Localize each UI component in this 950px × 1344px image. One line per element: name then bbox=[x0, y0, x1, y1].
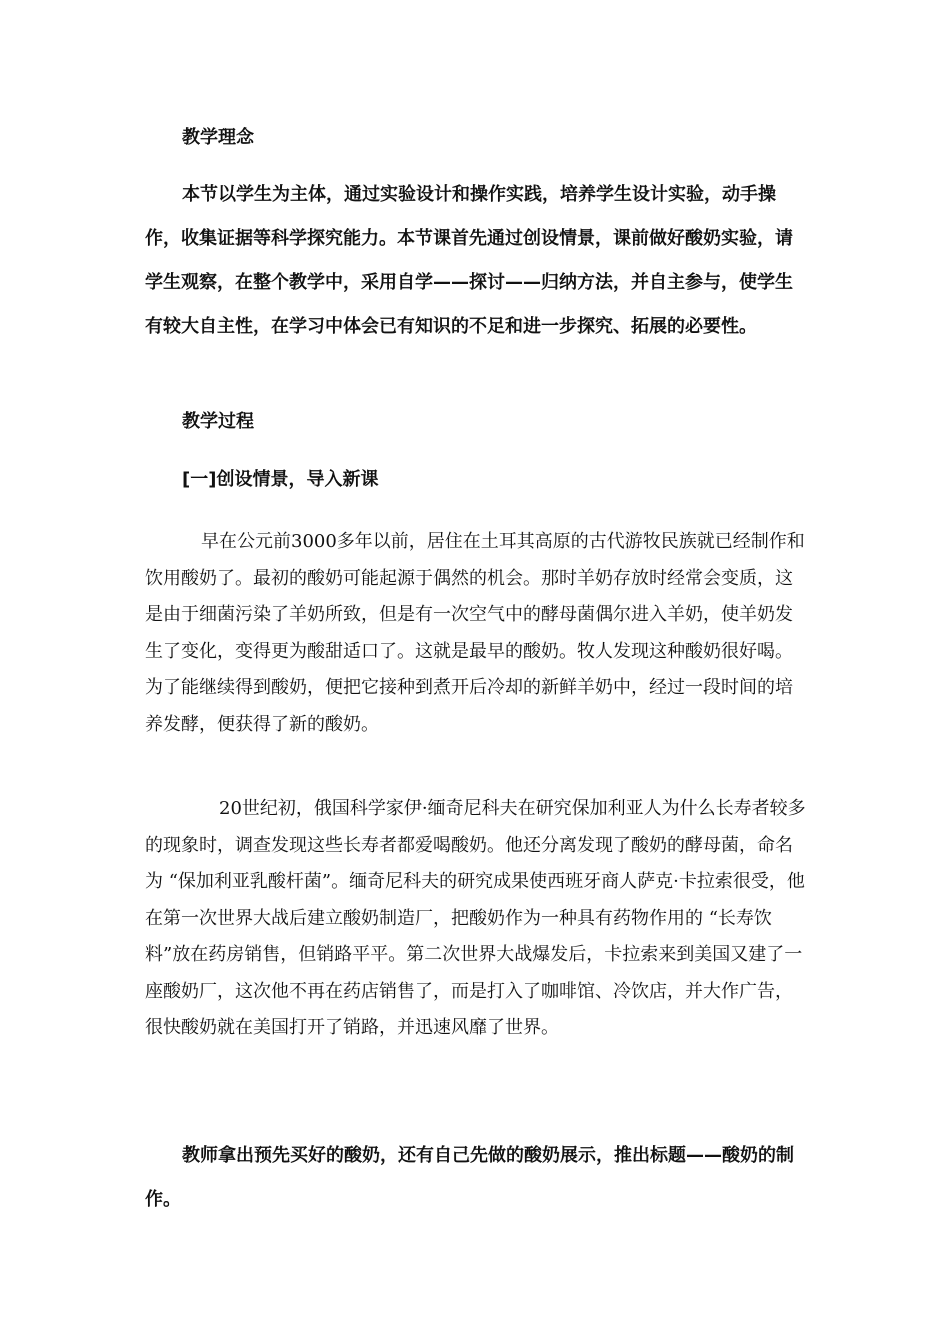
paragraph-concept: 本节以学生为主体，通过实验设计和操作实践，培养学生设计实验，动手操作，收集证据等科学探究能力。本节课首先通过创设情景，课前做好酸奶实验，请学生观察，在整个教学中，采用自学——探讨——归纳方法，并自主参与，使学生有较大自主性，在学习中体会已有知识的不足和进一步探究、拓展的必要性。 bbox=[145, 184, 793, 337]
paragraph-history-2: 20世纪初，俄国科学家伊·缅奇尼科夫在研究保加利亚人为什么长寿者较多的现象时，调查发现这些长寿者都爱喝酸奶。他还分离发现了酸奶的酵母菌，命名为 “保加利亚乳酸杆菌”。缅奇尼科夫的研究成果使西班牙商人萨克·卡拉索很受，他在第一次世界大战后建立酸奶制造厂，把酸奶作为一种具有药物作用的 “长寿饮料”放在药房销售，但销路平平。第二次世界大战爆发后，卡拉索来到美国又建了一座酸奶厂，这次他不再在药店销售了，而是打入了咖啡馆、冷饮店，并大作广告，很快酸奶就在美国打开了销路，并迅速风靡了世界。 bbox=[145, 798, 806, 1038]
paragraph-history-1: 早在公元前3000多年以前，居住在土耳其高原的古代游牧民族就已经制作和饮用酸奶了。最初的酸奶可能起源于偶然的机会。那时羊奶存放时经常会变质，这是由于细菌污染了羊奶所致，但是有一次空气中的酵母菌偶尔进入羊奶，使羊奶发生了变化，变得更为酸甜适口了。这就是最早的酸奶。牧人发现这种酸奶很好喝。为了能继续得到酸奶，便把它接种到煮开后冷却的新鲜羊奶中，经过一段时间的培养发酵，便获得了新的酸奶。 bbox=[145, 531, 805, 735]
paragraph-teacher-demo: 教师拿出预先买好的酸奶，还有自己先做的酸奶展示，推出标题——酸奶的制作。 bbox=[145, 1145, 794, 1210]
subsection-heading-step1: [一]创设情景，导入新课 bbox=[182, 469, 379, 490]
section-heading-concept: 教学理念 bbox=[182, 127, 254, 148]
section-heading-process: 教学过程 bbox=[182, 411, 254, 432]
